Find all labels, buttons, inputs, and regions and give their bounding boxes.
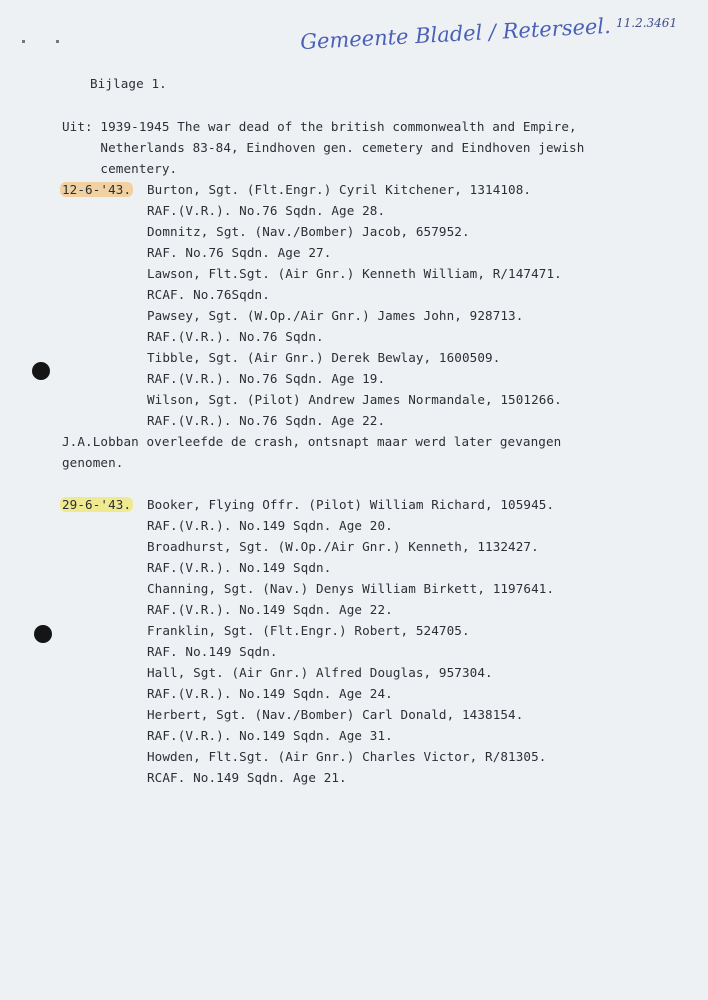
entry-name: Tibble, Sgt. (Air Gnr.) Derek Bewlay, 1600509. — [147, 350, 501, 365]
entry-name: Burton, Sgt. (Flt.Engr.) Cyril Kitchener, 1314108. — [147, 182, 532, 197]
entry-name: Broadhurst, Sgt. (W.Op./Air Gnr.) Kenneth, 1132427. — [147, 539, 539, 554]
entry-unit: RAF. No.149 Sqdn. — [147, 644, 278, 659]
entry-name: Herbert, Sgt. (Nav./Bomber) Carl Donald, 1438154. — [147, 707, 524, 722]
entry-name: Lawson, Flt.Sgt. (Air Gnr.) Kenneth William, R/147471. — [147, 266, 562, 281]
entry-name: Franklin, Sgt. (Flt.Engr.) Robert, 524705. — [147, 623, 470, 638]
margin-mark — [56, 40, 59, 43]
entry-unit: RAF.(V.R.). No.149 Sqdn. Age 20. — [147, 518, 393, 533]
entry-unit: RAF. No.76 Sqdn. Age 27. — [147, 245, 332, 260]
handwritten-municipality: Gemeente Bladel / Reterseel. — [299, 13, 612, 55]
margin-mark — [22, 40, 25, 43]
entry-name: Booker, Flying Offr. (Pilot) William Richard, 105945. — [147, 497, 555, 512]
entry-name: Howden, Flt.Sgt. (Air Gnr.) Charles Victor, R/81305. — [147, 749, 547, 764]
entry-name: Channing, Sgt. (Nav.) Denys William Birkett, 1197641. — [147, 581, 555, 596]
entry-unit: RAF.(V.R.). No.76 Sqdn. — [147, 329, 324, 344]
entry-unit: RAF.(V.R.). No.149 Sqdn. — [147, 560, 332, 575]
entry-unit: RCAF. No.149 Sqdn. Age 21. — [147, 770, 347, 785]
entry-unit: RAF.(V.R.). No.76 Sqdn. Age 19. — [147, 371, 386, 386]
note-line: J.A.Lobban overleefde de crash, ontsnapt maar werd later gevangen — [62, 434, 562, 449]
entry-name: Hall, Sgt. (Air Gnr.) Alfred Douglas, 957304. — [147, 665, 493, 680]
entry-unit: RAF.(V.R.). No.76 Sqdn. Age 28. — [147, 203, 386, 218]
group-date: 12-6-'43. — [62, 182, 132, 197]
entry-name: Domnitz, Sgt. (Nav./Bomber) Jacob, 657952. — [147, 224, 470, 239]
entry-unit: RAF.(V.R.). No.149 Sqdn. Age 22. — [147, 602, 393, 617]
group-date: 29-6-'43. — [62, 497, 132, 512]
note-line: genomen. — [62, 455, 124, 470]
entry-unit: RAF.(V.R.). No.76 Sqdn. Age 22. — [147, 413, 386, 428]
archive-reference: 11.2.3461 — [616, 16, 678, 30]
entry-unit: RAF.(V.R.). No.149 Sqdn. Age 24. — [147, 686, 393, 701]
entry-unit: RAF.(V.R.). No.149 Sqdn. Age 31. — [147, 728, 393, 743]
source-line: Uit: 1939-1945 The war dead of the british commonwealth and Empire, — [62, 119, 577, 134]
entry-name: Wilson, Sgt. (Pilot) Andrew James Normandale, 1501266. — [147, 392, 562, 407]
punch-hole — [32, 362, 50, 380]
source-line: Netherlands 83-84, Eindhoven gen. cemetery and Eindhoven jewish — [62, 140, 585, 155]
punch-hole — [34, 625, 52, 643]
source-line: cementery. — [62, 161, 178, 176]
entry-unit: RCAF. No.76Sqdn. — [147, 287, 270, 302]
heading: Bijlage 1. — [90, 76, 167, 91]
entry-name: Pawsey, Sgt. (W.Op./Air Gnr.) James John, 928713. — [147, 308, 524, 323]
